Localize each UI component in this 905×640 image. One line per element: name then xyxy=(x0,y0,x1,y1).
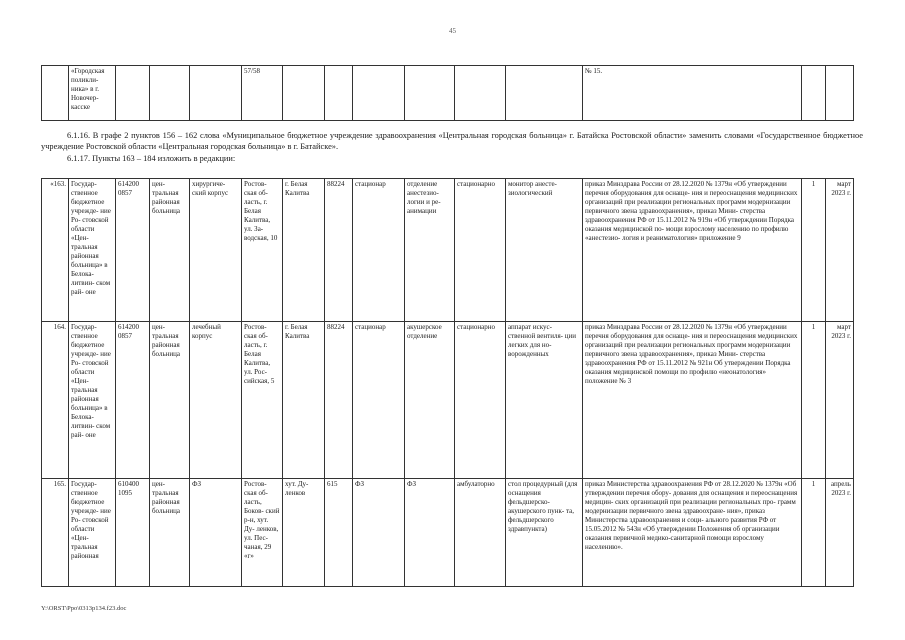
cell-address: Ростов- ская об- ласть, г. Белая Калитва, ул. За- водская, 10 xyxy=(242,179,283,322)
paragraph-6-1-17 xyxy=(41,153,863,164)
cell-type: цен- тральная районная больница xyxy=(150,479,190,587)
cell-date: март 2023 г. xyxy=(826,322,854,479)
cell-order: № 15. xyxy=(583,66,802,121)
cell-name: Государ- ственное бюджетное учрежде- ние Ро- стовской области «Цен- тральная районная xyxy=(69,479,116,587)
cell-address: Ростов- ская об- ласть, Боков- ский р-н, хут. Ду- ленков, ул. Пес- чаная, 29 «г» xyxy=(242,479,283,587)
paragraph-text: 6.1.16. В графе 2 пунктов 156 – 162 слова «Муниципальное бюджетное учреждение здравоохранения «Центральная городская больница» г. Батайска Ростовской области» заменить словами «Государственное бюджетное учреждение Ростовской области «Центральная городская больница» в г. Батайске». xyxy=(41,131,863,151)
cell-locality: хут. Ду- ленков xyxy=(283,479,325,587)
cell-name: «Городская поликли- ника» в г. Новочер- касске xyxy=(69,66,116,121)
cell-unit: акушерское отделение xyxy=(405,322,455,479)
cell-condition: стационарно xyxy=(455,179,506,322)
cell-code: 614200 0857 xyxy=(116,179,150,322)
cell-qty xyxy=(802,66,826,121)
cell-equipment: аппарат искус- ственной вентиля- ции легких для но- ворожденных xyxy=(506,322,583,479)
cell-okato: 615 xyxy=(325,479,353,587)
cell-type xyxy=(150,66,190,121)
cell-qty: 1 xyxy=(802,479,826,587)
cell-dept xyxy=(190,66,242,121)
cell-name: Государ- ственное бюджетное учрежде- ние Ро- стовской области «Цен- тральная районная больница» в Белока- литвин- ском рай- оне xyxy=(69,322,116,479)
cell-equipment: стол процедурный (для оснащения фельдшерско- акушерского пунк- та, фельдшерского здравпункта) xyxy=(506,479,583,587)
cell-order: приказ Министерства здравоохранения РФ от 28.12.2020 № 1379н «Об утверждении перечня обору- дования для оснащения и переоснащения медицин- ских организаций при реализации региональных про- грамм модернизации первичного звена здравоохране- ния», приказ Министерства здравоохранения и соци- ального развития РФ от 15.05.2012 № 543н «Об утверждении Положения об организации оказания первичной медико-санитарной помощи взрослому населению». xyxy=(583,479,802,587)
cell-okato xyxy=(325,66,353,121)
cell-num: 165. xyxy=(42,479,69,587)
cell-code xyxy=(116,66,150,121)
cell-dept: ФЗ xyxy=(190,479,242,587)
cell-date xyxy=(826,66,854,121)
cell-date: апрель 2023 г. xyxy=(826,479,854,587)
cell-unit: ФЗ xyxy=(405,479,455,587)
cell-type: цен- тральная районная больница xyxy=(150,322,190,479)
equipment-table xyxy=(41,178,854,587)
cell-qty: 1 xyxy=(802,322,826,479)
cell-dept: лечебный корпус xyxy=(190,322,242,479)
cell-locality: г. Белая Калитва xyxy=(283,179,325,322)
cell-equipment: монитор анесте- зиологический xyxy=(506,179,583,322)
cell-order: приказ Минздрава России от 28.12.2020 № 1379н «Об утверждении перечня оборудования для оснаще- ния и переоснащения медицинских организаций при реализации региональных программ модернизации первичного звена здравоохранения», приказ Мини- стерства здравоохранения РФ от 15.11.2012 № 921н Об утверждении Порядка оказания медицинской помощи по профилю «неонатология» положение № 3 xyxy=(583,322,802,479)
cell-okato: 88224 xyxy=(325,322,353,479)
cell-address: Ростов- ская об- ласть, г. Белая Калитва, ул. Рос- сийская, 5 xyxy=(242,322,283,479)
cell-code: 614200 0857 xyxy=(116,322,150,479)
cell-care-type: стационар xyxy=(353,179,405,322)
cell-care-type xyxy=(353,66,405,121)
cell-name: Государ- ственное бюджетное учрежде- ние Ро- стовской области «Цен- тральная районная больница» в Белока- литвин- ском рай- оне xyxy=(69,179,116,322)
cell-condition: стационарно xyxy=(455,322,506,479)
cell-equipment xyxy=(506,66,583,121)
cell-condition xyxy=(455,66,506,121)
cell-num: «163. xyxy=(42,179,69,322)
cell-order: приказ Минздрава России от 28.12.2020 № 1379н «Об утверждении перечня оборудования для оснаще- ния и переоснащения медицинских организаций при реализации региональных программ модернизации первичного звена здравоохранения», приказ Мини- стерства здравоохранения РФ от 15.11.2012 № 919н «Об утверждении Порядка оказания медицинской по- мощи взрослому населению по профилю «анестезио- логия и реаниматология» приложение 9 xyxy=(583,179,802,322)
cell-unit xyxy=(405,66,455,121)
page-number: 45 xyxy=(449,27,456,35)
continuation-table xyxy=(41,65,854,121)
cell-okato: 88224 xyxy=(325,179,353,322)
cell-num: 164. xyxy=(42,322,69,479)
cell-num xyxy=(42,66,69,121)
cell-dept: хирургиче- ский корпус xyxy=(190,179,242,322)
table-row xyxy=(42,322,854,479)
table-row xyxy=(42,479,854,587)
cell-code: 610400 1095 xyxy=(116,479,150,587)
cell-locality xyxy=(283,66,325,121)
cell-date: март 2023 г. xyxy=(826,179,854,322)
cell-care-type: стационар xyxy=(353,322,405,479)
cell-locality: г. Белая Калитва xyxy=(283,322,325,479)
cell-address: 57/58 xyxy=(242,66,283,121)
table-row xyxy=(42,66,854,121)
table-row xyxy=(42,179,854,322)
paragraph-6-1-16 xyxy=(41,130,863,152)
paragraph-text: 6.1.17. Пункты 163 – 184 изложить в редакции: xyxy=(67,154,236,163)
cell-type: цен- тральная районная больница xyxy=(150,179,190,322)
cell-qty: 1 xyxy=(802,179,826,322)
cell-condition: амбулаторно xyxy=(455,479,506,587)
file-path-footer: Y:\ORST\Ppo\0313p134.f23.doc xyxy=(41,605,127,612)
cell-care-type: ФЗ xyxy=(353,479,405,587)
cell-unit: отделение анестезио- логии и ре- анимации xyxy=(405,179,455,322)
